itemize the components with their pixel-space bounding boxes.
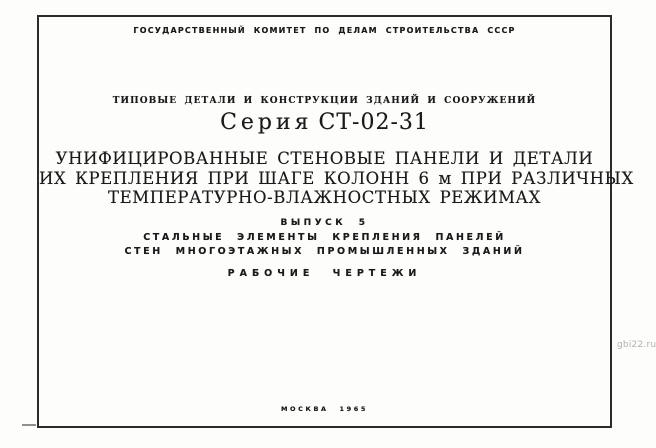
border-frame: [37, 15, 634, 428]
issue-subtitle-line-1: СТАЛЬНЫЕ ЭЛЕМЕНТЫ КРЕПЛЕНИЯ ПАНЕЛЕЙ: [143, 232, 506, 243]
issue-label: ВЫПУСК 5: [280, 218, 369, 228]
doc-type-label: РАБОЧИЕ ЧЕРТЕЖИ: [227, 268, 422, 279]
series-title: [39, 110, 610, 135]
left-margin-tick: [22, 424, 36, 426]
issue-subtitle-line-2: СТЕН МНОГОЭТАЖНЫХ ПРОМЫШЛЕННЫХ ЗДАНИЙ: [124, 246, 525, 257]
org-line: ГОСУДАРСТВЕННЫЙ КОМИТЕТ ПО ДЕЛАМ СТРОИТЕЛЬСТВА СССР: [133, 26, 516, 35]
main-title-line-1: УНИФИЦИРОВАННЫЕ СТЕНОВЫЕ ПАНЕЛИ И ДЕТАЛИ: [55, 149, 594, 168]
series-word: Серия: [220, 110, 313, 135]
watermark-gbi22: gbi22.ru: [617, 340, 656, 350]
issue-subtitle: [39, 231, 610, 259]
imprint-line: [39, 405, 610, 413]
imprint-city: МОСКВА: [280, 405, 329, 413]
main-title-line-3: ТЕМПЕРАТУРНО-ВЛАЖНОСТНЫХ РЕЖИМАХ: [108, 188, 541, 207]
series-number: СТ-02-31: [318, 110, 429, 135]
imprint-year: 1965: [339, 405, 369, 413]
main-title: [39, 149, 634, 208]
series-caption: ТИПОВЫЕ ДЕТАЛИ И КОНСТРУКЦИИ ЗДАНИЙ И СООРУЖЕНИЙ: [112, 96, 537, 106]
main-title-line-2: ИХ КРЕПЛЕНИЯ ПРИ ШАГЕ КОЛОНН 6 м ПРИ РАЗЛИЧНЫХ: [39, 168, 634, 188]
